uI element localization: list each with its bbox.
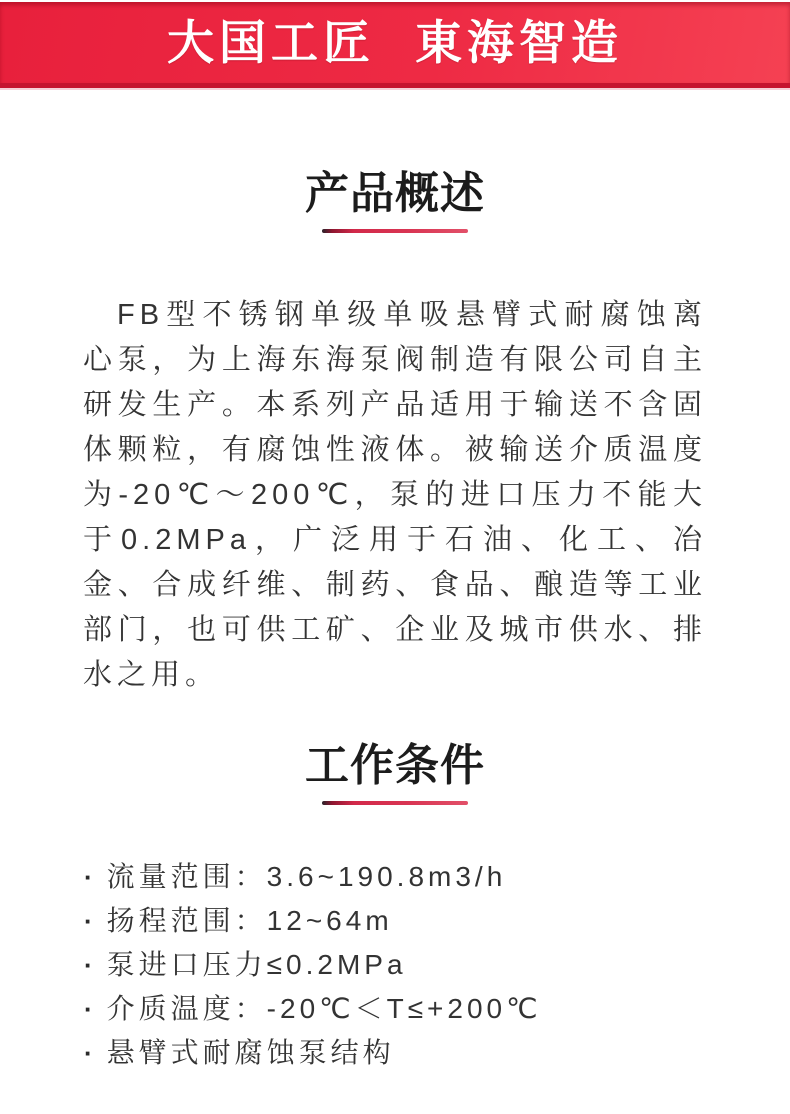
spec-item-text: 悬臂式耐腐蚀泵结构 (106, 1037, 395, 1068)
spec-item-text: 介质温度：-20℃＜T≤+200℃ (106, 993, 542, 1024)
spec-item-text: 泵进口压力≤0.2MPa (106, 949, 407, 980)
title-underline-decoration (322, 229, 468, 233)
bullet-dot-icon: · (84, 1038, 97, 1068)
bullet-dot-icon: · (84, 862, 97, 892)
title-underline-decoration (322, 801, 468, 805)
section-working-conditions (0, 698, 790, 1075)
spec-list (84, 855, 724, 1075)
spec-item-head-range (84, 899, 724, 943)
brand-banner (0, 2, 790, 88)
spec-item-medium-temperature (84, 987, 724, 1031)
overview-section-title: 产品概述 (305, 169, 485, 218)
overview-paragraph: FB型不锈钢单级单吸悬臂式耐腐蚀离心泵，为上海东海泵阀制造有限公司自主研发生产。本系列产品适用于输送不含固体颗粒，有腐蚀性液体。被输送介质温度为-20℃～200℃，泵的进口压力不能大于0.2MPa，广泛用于石油、化工、冶金、合成纤维、制药、食品、酿造等工业部门，也可供工矿、企业及城市供水、排水之用。 (83, 299, 707, 691)
spec-item-inlet-pressure (84, 943, 724, 987)
brand-slogan: 大国工匠 東海智造 (166, 16, 624, 69)
spec-item-text: 扬程范围：12~64m (106, 905, 393, 936)
spec-item-flow-range (84, 855, 724, 899)
spec-item-text: 流量范围：3.6~190.8m3/h (106, 861, 507, 892)
bullet-dot-icon: · (84, 906, 97, 936)
bullet-dot-icon: · (84, 994, 97, 1024)
bullet-dot-icon: · (84, 950, 97, 980)
spec-item-structure (84, 1031, 724, 1075)
conditions-section-title: 工作条件 (305, 741, 485, 790)
